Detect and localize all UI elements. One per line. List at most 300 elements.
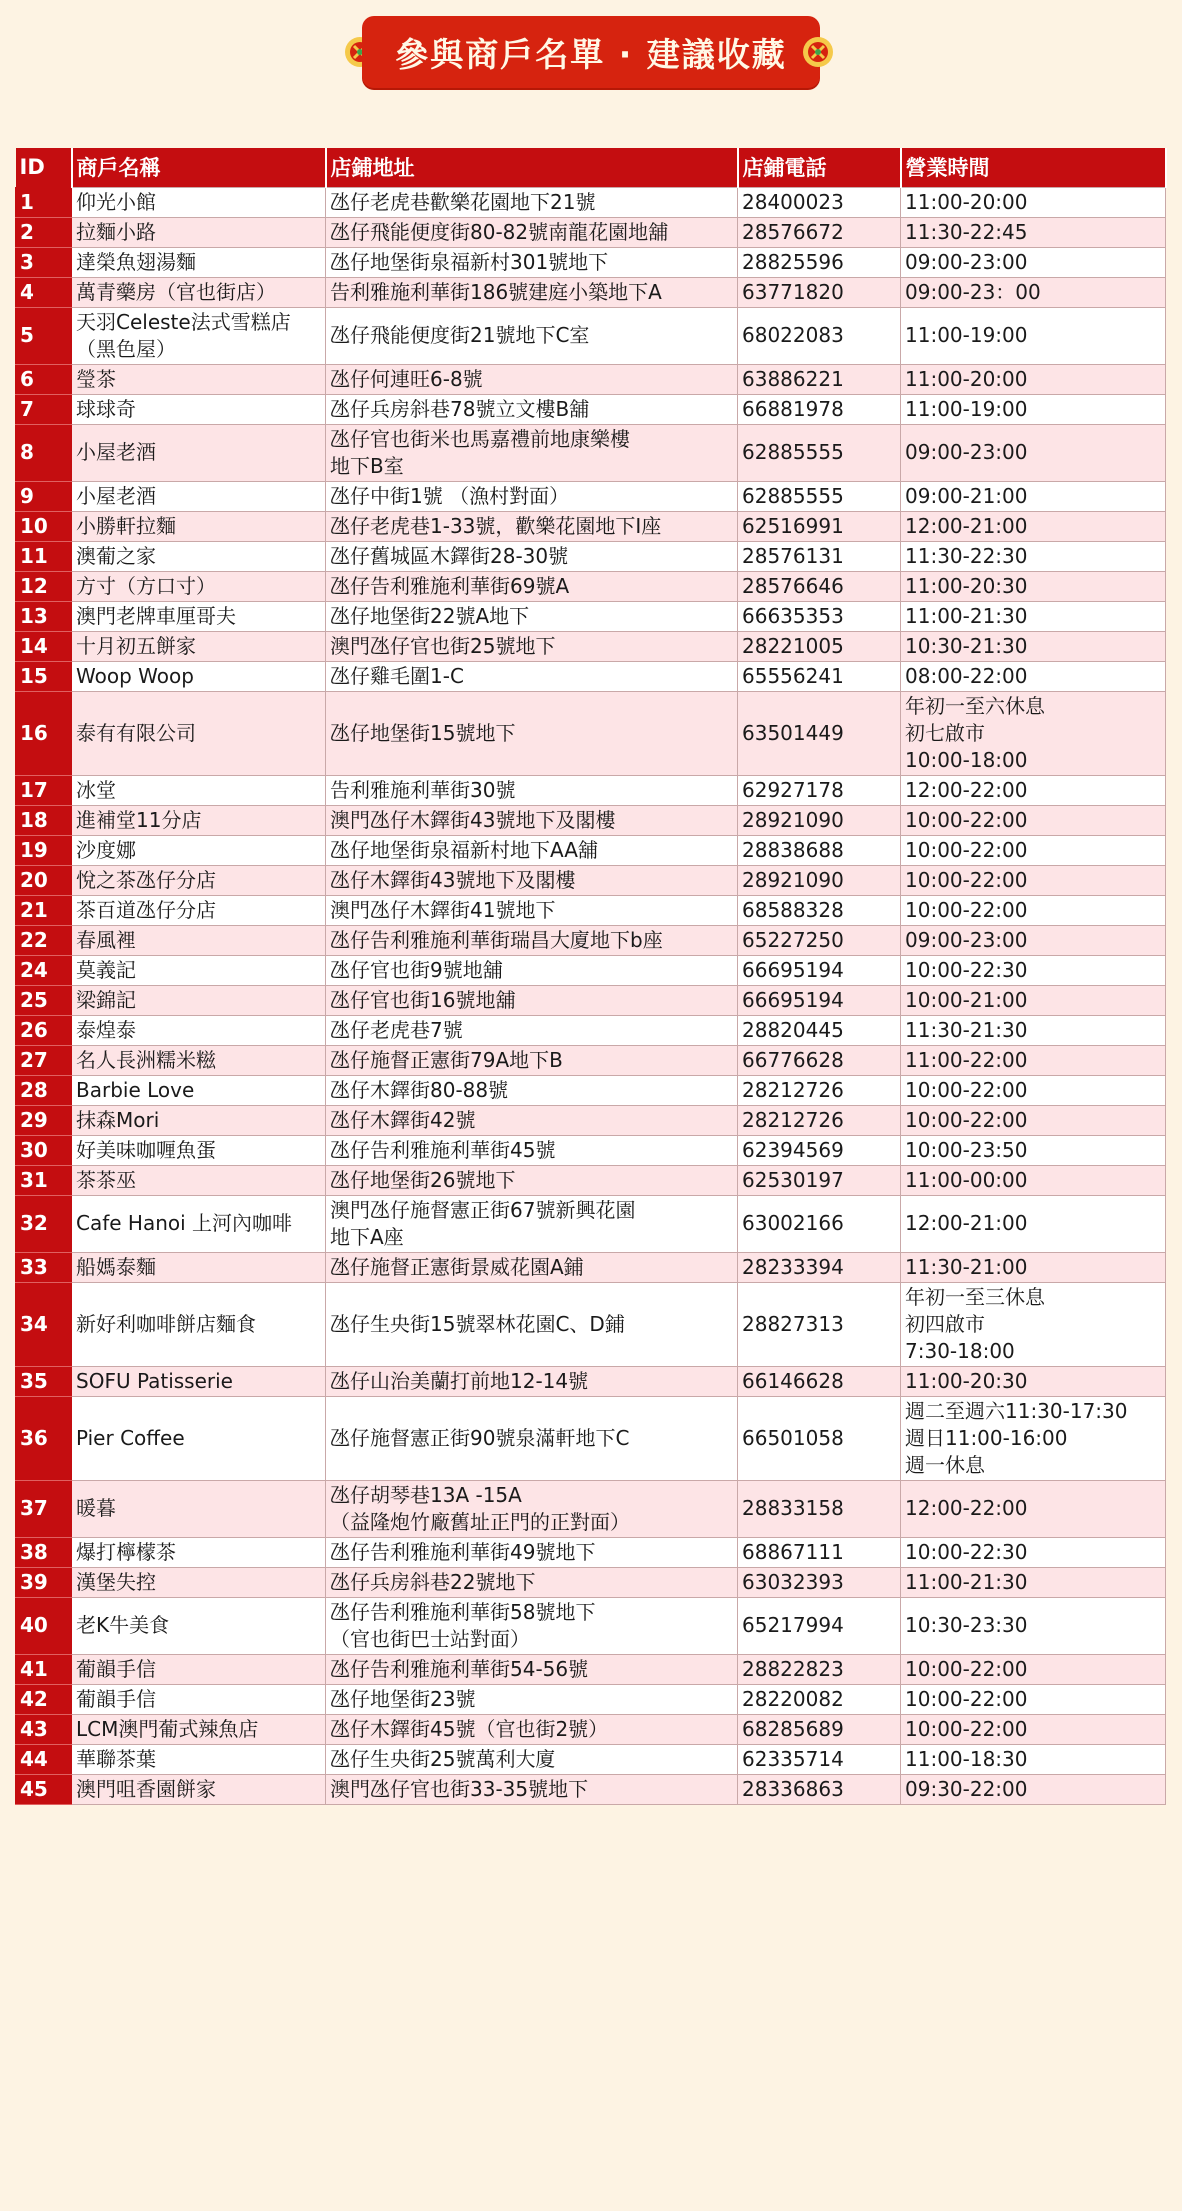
page-title: 參與商戶名單 · 建議收藏: [362, 16, 820, 88]
chinese-knot-icon: [800, 34, 836, 70]
cell-id: 20: [16, 865, 72, 895]
cell-name-line: 仰光小館: [76, 189, 156, 214]
cell-id: 28: [16, 1075, 72, 1105]
cell-address-line: 氹仔何連旺6-8號: [330, 366, 483, 391]
cell-hours-line: 週二至週六11:30-17:30: [905, 1398, 1128, 1423]
cell-phone: 66501058: [738, 1396, 901, 1480]
cell-address-line: 氹仔告利雅施利華街54-56號: [330, 1656, 589, 1681]
cell-name: [72, 631, 326, 661]
table-row: [16, 541, 1166, 571]
cell-hours: [901, 1366, 1166, 1396]
cell-hours-line: 10:30-21:30: [905, 633, 1028, 658]
cell-phone: 62927178: [738, 775, 901, 805]
table-row: [16, 394, 1166, 424]
cell-address-line: 氹仔老虎巷7號: [330, 1017, 463, 1042]
cell-hours-line: 10:00-22:00: [905, 1716, 1028, 1741]
table-row: [16, 217, 1166, 247]
cell-name-line: 泰有有限公司: [76, 720, 196, 745]
table-row: [16, 1366, 1166, 1396]
cell-name: [72, 1195, 326, 1252]
cell-phone: 66776628: [738, 1045, 901, 1075]
cell-address-line: 氹仔告利雅施利華街49號地下: [330, 1539, 596, 1564]
cell-address-line: 氹仔官也街16號地舖: [330, 987, 516, 1012]
table-row: [16, 985, 1166, 1015]
cell-id: 42: [16, 1684, 72, 1714]
cell-phone: 66635353: [738, 601, 901, 631]
cell-name-line: 梁錦記: [76, 987, 136, 1012]
table-row: [16, 1015, 1166, 1045]
cell-name-line: 悅之茶氹仔分店: [76, 867, 216, 892]
cell-phone: 28576131: [738, 541, 901, 571]
cell-name-line: 華聯茶葉: [76, 1746, 156, 1771]
cell-hours: [901, 247, 1166, 277]
table-row: [16, 187, 1166, 217]
cell-address-line: 氹仔施督正憲街79A地下B: [330, 1047, 563, 1072]
cell-name: [72, 277, 326, 307]
cell-hours-line: 09:30-22:00: [905, 1776, 1028, 1801]
cell-id: 12: [16, 571, 72, 601]
cell-address: [326, 481, 738, 511]
cell-id: 19: [16, 835, 72, 865]
cell-name: [72, 1075, 326, 1105]
cell-address: [326, 775, 738, 805]
cell-address: [326, 277, 738, 307]
cell-hours: [901, 1282, 1166, 1366]
cell-address-line: 澳門氹仔木鐸街41號地下: [330, 897, 556, 922]
cell-address: [326, 217, 738, 247]
cell-name-line: SOFU Patisserie: [76, 1368, 233, 1393]
cell-hours: [901, 1105, 1166, 1135]
table-row: [16, 835, 1166, 865]
cell-phone: 65227250: [738, 925, 901, 955]
cell-name: [72, 1282, 326, 1366]
cell-address-line: 氹仔官也街米也馬嘉禮前地康樂樓: [330, 426, 630, 451]
cell-address-line: 氹仔木鐸街43號地下及閣樓: [330, 867, 576, 892]
cell-id: 13: [16, 601, 72, 631]
cell-id: 45: [16, 1774, 72, 1804]
cell-address-line: 地下B室: [330, 453, 404, 478]
cell-hours: [901, 1075, 1166, 1105]
cell-id: 4: [16, 277, 72, 307]
cell-id: 10: [16, 511, 72, 541]
cell-address-line: 氹仔地堡街15號地下: [330, 720, 516, 745]
cell-phone: 62516991: [738, 511, 901, 541]
cell-address-line: 氹仔木鐸街80-88號: [330, 1077, 509, 1102]
table-row: [16, 1075, 1166, 1105]
cell-address: [326, 955, 738, 985]
cell-hours-line: 11:00-21:30: [905, 603, 1028, 628]
cell-phone: 62335714: [738, 1744, 901, 1774]
table-row: [16, 1744, 1166, 1774]
cell-address: [326, 925, 738, 955]
cell-hours: [901, 925, 1166, 955]
cell-hours-line: 週一休息: [905, 1452, 985, 1477]
cell-address-line: 氹仔告利雅施利華街69號A: [330, 573, 570, 598]
cell-phone: 28822823: [738, 1654, 901, 1684]
cell-name: [72, 1015, 326, 1045]
cell-address: [326, 247, 738, 277]
cell-hours: [901, 1165, 1166, 1195]
cell-id: 27: [16, 1045, 72, 1075]
cell-address-line: 氹仔兵房斜巷78號立文樓B舖: [330, 396, 590, 421]
cell-address: [326, 1567, 738, 1597]
cell-name-line: 好美味咖喱魚蛋: [76, 1137, 216, 1162]
cell-id: 3: [16, 247, 72, 277]
cell-hours: [901, 1744, 1166, 1774]
table-row: [16, 1684, 1166, 1714]
cell-name: [72, 1567, 326, 1597]
cell-hours: [901, 571, 1166, 601]
cell-address: [326, 1105, 738, 1135]
cell-phone: 66881978: [738, 394, 901, 424]
cell-name: [72, 217, 326, 247]
cell-hours-line: 09:00-21:00: [905, 483, 1028, 508]
cell-address: [326, 835, 738, 865]
cell-hours-line: 年初一至六休息: [905, 693, 1045, 718]
cell-name-line: Barbie Love: [76, 1077, 195, 1102]
cell-id: 33: [16, 1252, 72, 1282]
cell-hours-line: 08:00-22:00: [905, 663, 1028, 688]
cell-hours-line: 09:00-23:00: [905, 249, 1028, 274]
cell-hours: [901, 835, 1166, 865]
cell-address: [326, 1537, 738, 1567]
cell-phone: 63886221: [738, 364, 901, 394]
cell-address-line: 氹仔木鐸街45號（官也街2號）: [330, 1716, 609, 1741]
cell-address-line: 氹仔地堡街26號地下: [330, 1167, 516, 1192]
cell-address-line: 氹仔山治美蘭打前地12-14號: [330, 1368, 589, 1393]
cell-address: [326, 394, 738, 424]
cell-phone: 28400023: [738, 187, 901, 217]
cell-address-line: 氹仔告利雅施利華街58號地下: [330, 1599, 596, 1624]
cell-address-line: 氹仔舊城區木鐸街28-30號: [330, 543, 569, 568]
table-row: [16, 775, 1166, 805]
cell-id: 36: [16, 1396, 72, 1480]
cell-phone: 63501449: [738, 691, 901, 775]
table-row: [16, 895, 1166, 925]
cell-address: [326, 1195, 738, 1252]
cell-address-line: 氹仔地堡街泉福新村301號地下: [330, 249, 609, 274]
cell-address-line: 氹仔飛能便度街21號地下C室: [330, 323, 590, 347]
cell-id: 15: [16, 661, 72, 691]
cell-id: 39: [16, 1567, 72, 1597]
cell-hours-line: 11:00-18:30: [905, 1746, 1028, 1771]
cell-address-line: 氹仔雞毛圍1-C: [330, 663, 464, 688]
table-row: [16, 424, 1166, 481]
cell-address: [326, 571, 738, 601]
cell-address: [326, 1252, 738, 1282]
cell-name-line: 冰堂: [76, 777, 116, 802]
cell-hours: [901, 187, 1166, 217]
cell-hours-line: 10:00-22:00: [905, 897, 1028, 922]
cell-address-line: 澳門氹仔施督憲正街67號新興花園: [330, 1197, 636, 1222]
cell-name-line: Pier Coffee: [76, 1425, 185, 1450]
cell-hours: [901, 424, 1166, 481]
cell-hours-line: 12:00-21:00: [905, 513, 1028, 538]
cell-hours-line: 初七啟市: [905, 720, 985, 745]
cell-hours-line: 10:00-23:50: [905, 1137, 1028, 1162]
cell-name-line: 茶茶巫: [76, 1167, 136, 1192]
cell-phone: 62885555: [738, 481, 901, 511]
table-row: [16, 955, 1166, 985]
cell-hours-line: 11:30-22:45: [905, 219, 1028, 244]
table-row: [16, 805, 1166, 835]
cell-name-line: 抹森Mori: [76, 1107, 160, 1132]
cell-name-line: 天羽Celeste法式雪糕店: [76, 309, 291, 334]
cell-address: [326, 1015, 738, 1045]
cell-hours: [901, 955, 1166, 985]
cell-name: [72, 481, 326, 511]
cell-hours-line: 12:00-21:00: [905, 1211, 1028, 1235]
table-row: [16, 1165, 1166, 1195]
cell-name-line: 新好利咖啡餅店麵食: [76, 1311, 256, 1336]
cell-name: [72, 865, 326, 895]
cell-phone: 28820445: [738, 1015, 901, 1045]
cell-id: 14: [16, 631, 72, 661]
cell-address-line: 氹仔施督正憲街景威花園A鋪: [330, 1254, 584, 1279]
cell-phone: 68022083: [738, 307, 901, 364]
table-row: [16, 1714, 1166, 1744]
cell-name: [72, 1252, 326, 1282]
table-row: [16, 925, 1166, 955]
cell-id: 8: [16, 424, 72, 481]
cell-phone: 28825596: [738, 247, 901, 277]
cell-hours: [901, 1774, 1166, 1804]
cell-id: 11: [16, 541, 72, 571]
cell-id: 2: [16, 217, 72, 247]
cell-phone: 66146628: [738, 1366, 901, 1396]
cell-name: [72, 1537, 326, 1567]
cell-hours-line: 11:30-21:00: [905, 1254, 1028, 1279]
cell-hours-line: 10:00-22:30: [905, 1539, 1028, 1564]
cell-address: [326, 1165, 738, 1195]
cell-name-line: 小屋老酒: [76, 483, 156, 508]
cell-address: [326, 1282, 738, 1366]
cell-address-line: 氹仔地堡街22號A地下: [330, 603, 530, 628]
cell-name: [72, 601, 326, 631]
cell-address: [326, 631, 738, 661]
cell-address-line: 氹仔告利雅施利華街瑞昌大廈地下b座: [330, 927, 663, 952]
cell-hours: [901, 895, 1166, 925]
cell-hours-line: 11:00-20:00: [905, 189, 1028, 214]
cell-address: [326, 1396, 738, 1480]
cell-address: [326, 364, 738, 394]
cell-address: [326, 1480, 738, 1537]
cell-hours-line: 11:00-20:00: [905, 366, 1028, 391]
cell-name: [72, 1105, 326, 1135]
cell-phone: 28220082: [738, 1684, 901, 1714]
cell-name: [72, 775, 326, 805]
table-row: [16, 481, 1166, 511]
cell-name-line: 船媽泰麵: [76, 1254, 156, 1279]
cell-id: 9: [16, 481, 72, 511]
cell-id: 26: [16, 1015, 72, 1045]
cell-hours-line: 11:00-22:00: [905, 1047, 1028, 1072]
cell-id: 16: [16, 691, 72, 775]
cell-address-line: 告利雅施利華街186號建庭小築地下A: [330, 279, 662, 304]
cell-hours-line: 10:00-22:00: [905, 807, 1028, 832]
table-row: [16, 661, 1166, 691]
cell-hours: [901, 775, 1166, 805]
cell-address: [326, 424, 738, 481]
cell-hours: [901, 1396, 1166, 1480]
cell-address: [326, 1654, 738, 1684]
cell-phone: 28576646: [738, 571, 901, 601]
cell-address: [326, 1714, 738, 1744]
cell-hours-line: 週日11:00-16:00: [905, 1425, 1068, 1450]
cell-hours-line: 12:00-22:00: [905, 1496, 1028, 1520]
cell-address: [326, 691, 738, 775]
cell-id: 18: [16, 805, 72, 835]
cell-name-line: Cafe Hanoi 上河內咖啡: [76, 1211, 293, 1235]
cell-address-line: 地下A座: [330, 1224, 404, 1249]
cell-hours: [901, 1597, 1166, 1654]
table-row: [16, 277, 1166, 307]
cell-hours-line: 09:00-23：00: [905, 279, 1041, 304]
cell-name: [72, 661, 326, 691]
header-hours: 營業時間: [901, 148, 1166, 187]
cell-phone: 62885555: [738, 424, 901, 481]
cell-hours-line: 10:00-22:00: [905, 1686, 1028, 1711]
cell-hours: [901, 1045, 1166, 1075]
table-row: [16, 364, 1166, 394]
cell-name-line: 暖暮: [76, 1496, 116, 1520]
header-phone: 店鋪電話: [738, 148, 901, 187]
cell-id: 31: [16, 1165, 72, 1195]
cell-name: [72, 691, 326, 775]
cell-hours-line: 11:30-21:30: [905, 1017, 1028, 1042]
cell-id: 1: [16, 187, 72, 217]
cell-name-line: 漢堡失控: [76, 1569, 156, 1594]
cell-name: [72, 1366, 326, 1396]
cell-name-line: 葡韻手信: [76, 1656, 156, 1681]
header-banner: [0, 16, 1182, 88]
cell-name-line: 澳葡之家: [76, 543, 156, 568]
cell-name-line: 瑩茶: [76, 366, 116, 391]
cell-id: 30: [16, 1135, 72, 1165]
cell-address-line: （益隆炮竹廠舊址正門的正對面）: [330, 1509, 630, 1534]
cell-hours: [901, 307, 1166, 364]
cell-id: 34: [16, 1282, 72, 1366]
cell-hours: [901, 661, 1166, 691]
cell-id: 6: [16, 364, 72, 394]
cell-name: [72, 925, 326, 955]
header-address: 店鋪地址: [326, 148, 738, 187]
cell-hours-line: 10:00-22:30: [905, 957, 1028, 982]
cell-name-line: 葡韻手信: [76, 1686, 156, 1711]
cell-hours: [901, 1195, 1166, 1252]
cell-name-line: 達榮魚翅湯麵: [76, 249, 196, 274]
cell-name-line: 名人長洲糯米糍: [76, 1047, 216, 1072]
cell-address-line: 氹仔飛能便度街80-82號南龍花園地舖: [330, 219, 669, 244]
cell-address-line: 氹仔兵房斜巷22號地下: [330, 1569, 536, 1594]
cell-address: [326, 1744, 738, 1774]
cell-hours-line: 11:00-19:00: [905, 396, 1028, 421]
table-row: [16, 1105, 1166, 1135]
cell-hours-line: 年初一至三休息: [905, 1284, 1045, 1309]
cell-hours-line: 10:30-23:30: [905, 1613, 1028, 1637]
cell-phone: 62394569: [738, 1135, 901, 1165]
table-row: [16, 1597, 1166, 1654]
cell-name-line: 老K牛美食: [76, 1613, 170, 1637]
cell-address: [326, 601, 738, 631]
cell-phone: 63002166: [738, 1195, 901, 1252]
cell-name: [72, 1654, 326, 1684]
cell-hours-line: 11:00-20:30: [905, 573, 1028, 598]
cell-id: 25: [16, 985, 72, 1015]
cell-hours: [901, 1714, 1166, 1744]
cell-hours-line: 初四啟市: [905, 1311, 985, 1336]
cell-address-line: 氹仔地堡街23號: [330, 1686, 476, 1711]
cell-hours-line: 10:00-21:00: [905, 987, 1028, 1012]
cell-address-line: （官也街巴士站對面）: [330, 1626, 530, 1651]
cell-hours: [901, 277, 1166, 307]
cell-address: [326, 805, 738, 835]
cell-name-line: 小屋老酒: [76, 440, 156, 464]
cell-address-line: 氹仔地堡街泉福新村地下AA舖: [330, 837, 598, 862]
cell-name-line: 萬青藥房（官也街店）: [76, 279, 276, 304]
merchant-table: [15, 148, 1167, 1805]
cell-name: [72, 1744, 326, 1774]
cell-address: [326, 1774, 738, 1804]
cell-name: [72, 1684, 326, 1714]
cell-address: [326, 307, 738, 364]
cell-name: [72, 1045, 326, 1075]
cell-hours-line: 12:00-22:00: [905, 777, 1028, 802]
cell-address: [326, 511, 738, 541]
cell-hours: [901, 364, 1166, 394]
cell-name-line: 球球奇: [76, 396, 136, 421]
cell-phone: 66695194: [738, 985, 901, 1015]
cell-address-line: 氹仔老虎巷1-33號，歡樂花園地下I座: [330, 513, 662, 538]
cell-name: [72, 805, 326, 835]
cell-phone: 28212726: [738, 1075, 901, 1105]
cell-phone: 28576672: [738, 217, 901, 247]
cell-name: [72, 1714, 326, 1744]
cell-id: 7: [16, 394, 72, 424]
cell-hours-line: 10:00-22:00: [905, 1107, 1028, 1132]
cell-id: 17: [16, 775, 72, 805]
cell-id: 5: [16, 307, 72, 364]
cell-phone: 28827313: [738, 1282, 901, 1366]
cell-hours: [901, 481, 1166, 511]
cell-name: [72, 394, 326, 424]
cell-name-line: （黑色屋）: [76, 336, 176, 361]
cell-name: [72, 187, 326, 217]
table-row: [16, 307, 1166, 364]
cell-hours: [901, 394, 1166, 424]
cell-name: [72, 955, 326, 985]
cell-id: 37: [16, 1480, 72, 1537]
table-row: [16, 1654, 1166, 1684]
cell-address: [326, 895, 738, 925]
table-row: [16, 1567, 1166, 1597]
table-row: [16, 601, 1166, 631]
table-row: [16, 1480, 1166, 1537]
cell-address: [326, 187, 738, 217]
cell-id: 44: [16, 1744, 72, 1774]
cell-hours-line: 09:00-23:00: [905, 440, 1028, 464]
cell-name-line: Woop Woop: [76, 663, 194, 688]
cell-phone: 68285689: [738, 1714, 901, 1744]
cell-phone: 28838688: [738, 835, 901, 865]
cell-name: [72, 1480, 326, 1537]
cell-address-line: 氹仔施督憲正街90號泉滿軒地下C: [330, 1425, 630, 1450]
cell-hours: [901, 1537, 1166, 1567]
cell-hours: [901, 985, 1166, 1015]
cell-name-line: 進補堂11分店: [76, 807, 202, 832]
cell-address-line: 氹仔中街1號 （漁村對面）: [330, 483, 570, 508]
cell-hours: [901, 1684, 1166, 1714]
